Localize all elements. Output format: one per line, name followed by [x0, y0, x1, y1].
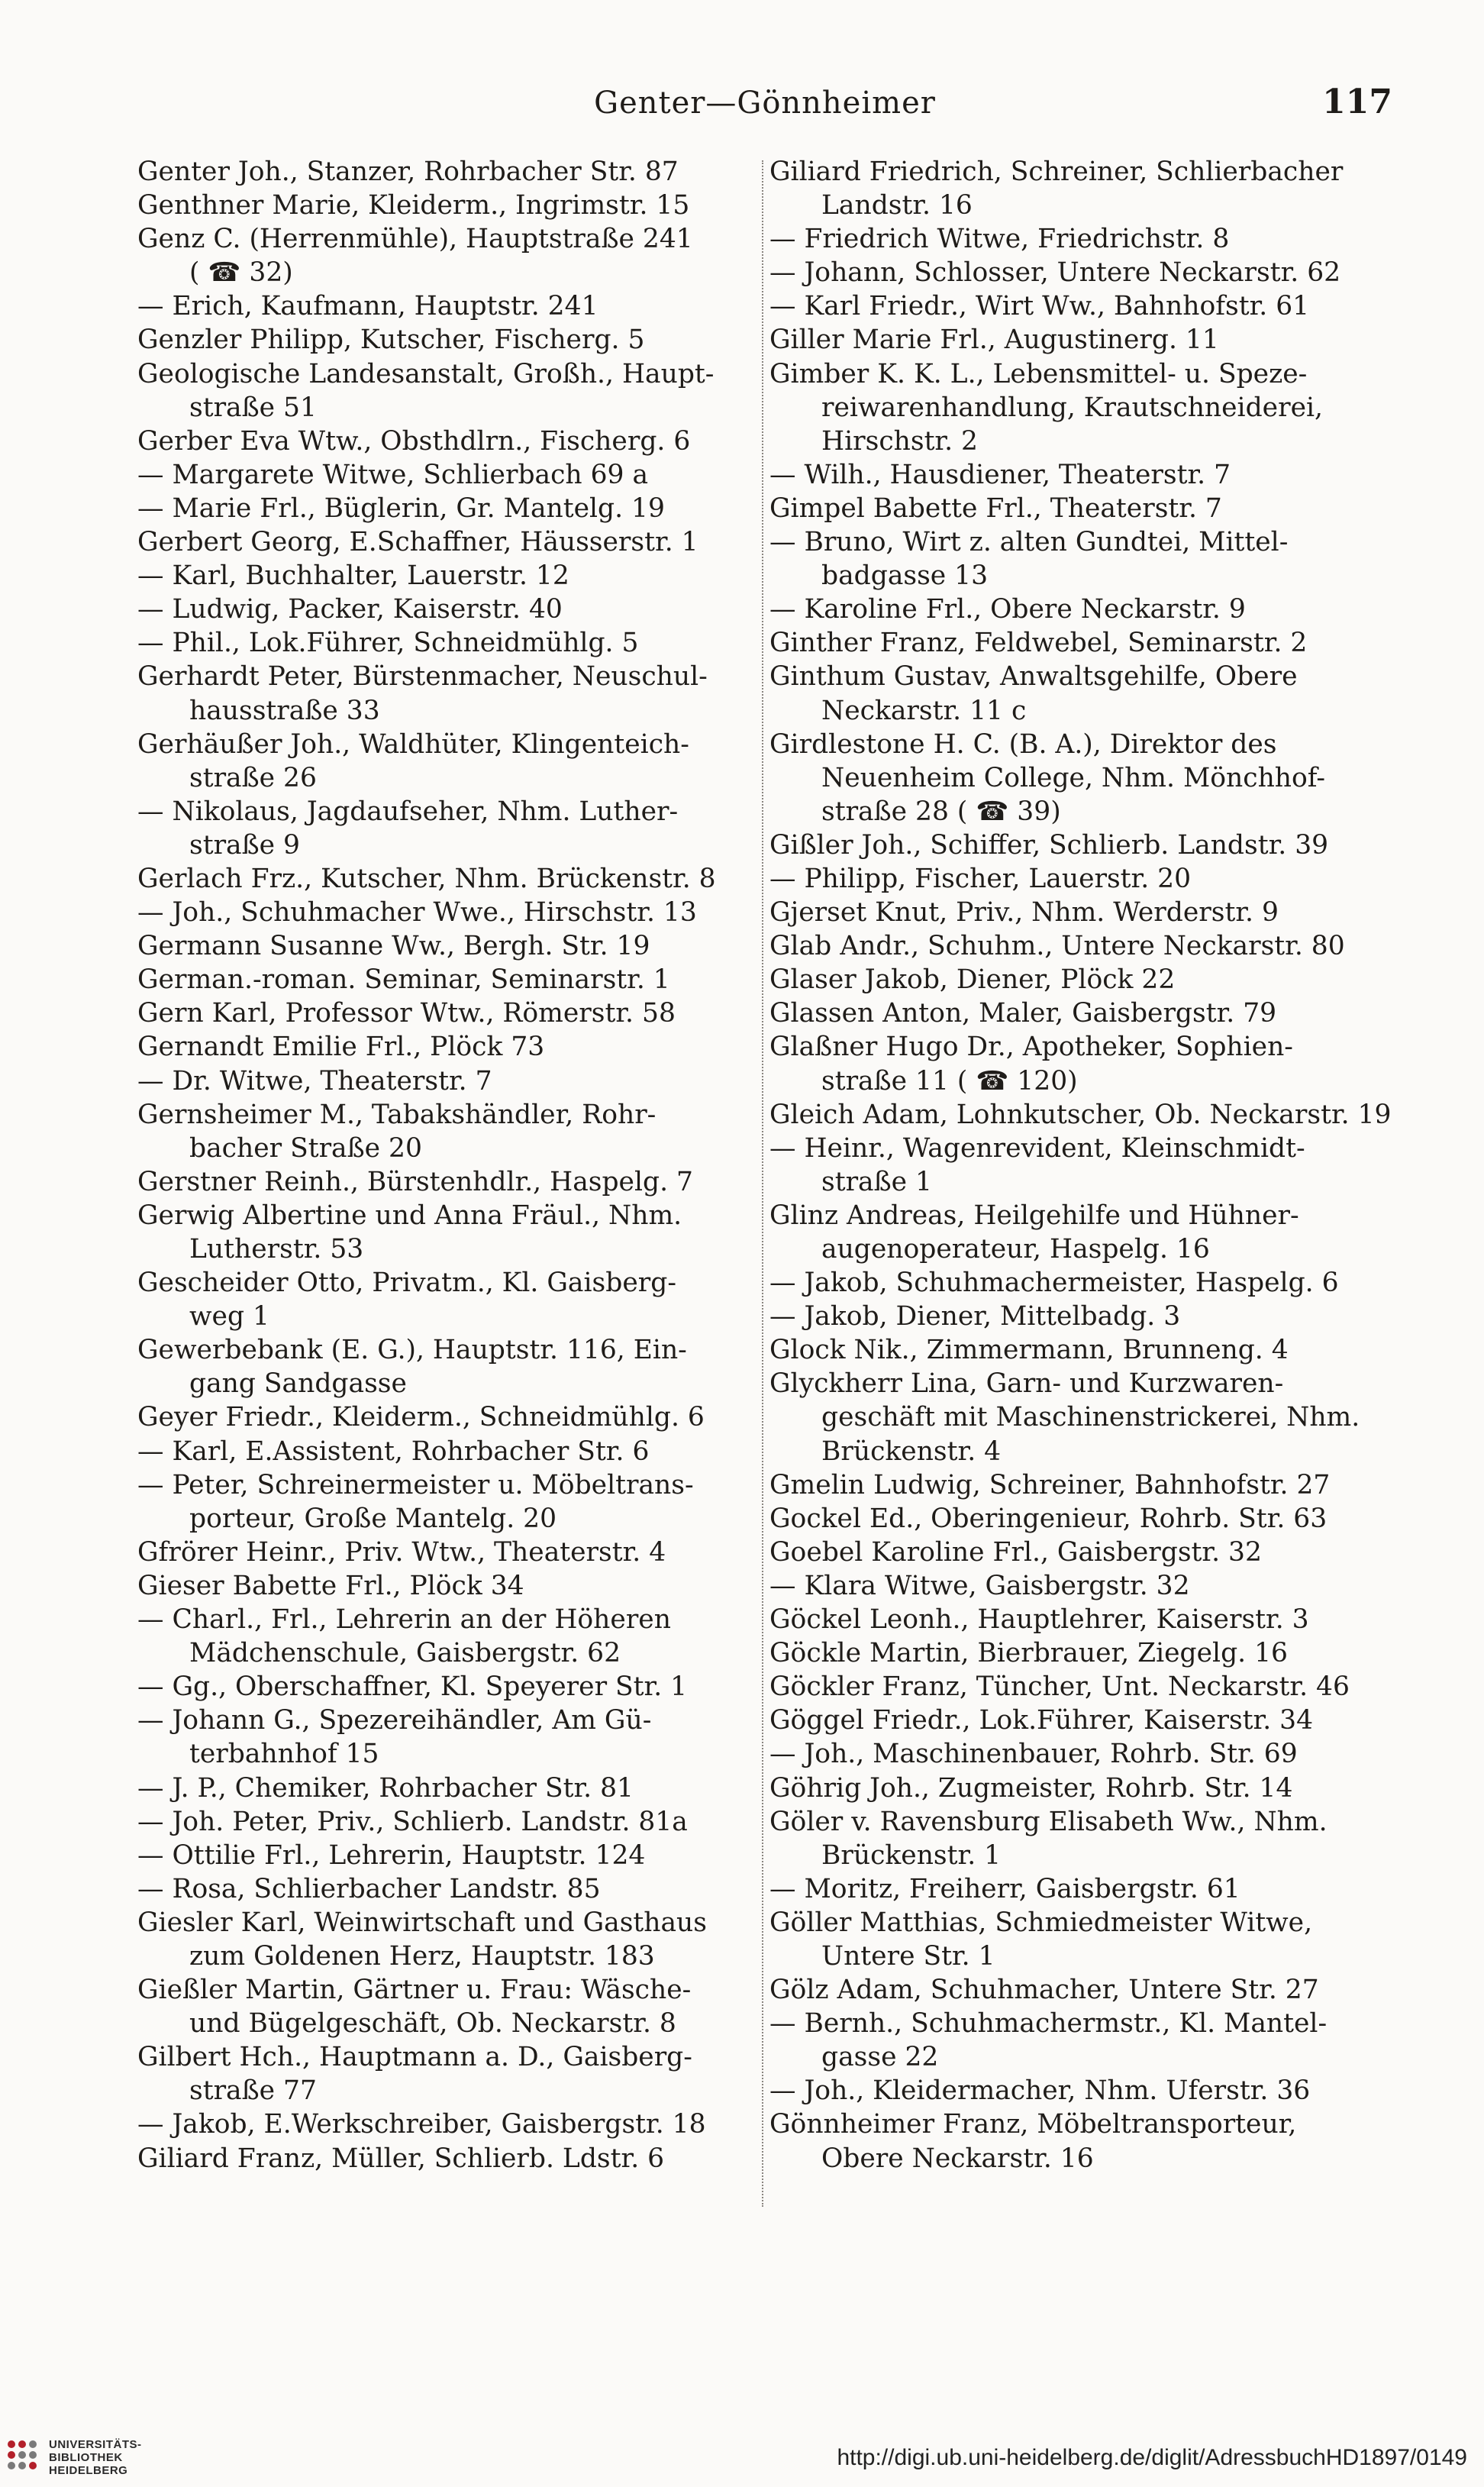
directory-entry-line: Gjerset Knut, Priv., Nhm. Werderstr. 9	[769, 897, 1279, 929]
directory-entry-line: Gleich Adam, Lohnkutscher, Ob. Neckarstr. 19	[769, 1099, 1392, 1130]
entry-continuation-line: Neckarstr. 11 c	[821, 695, 1027, 726]
directory-entry-line: Göhrig Joh., Zugmeister, Rohrb. Str. 14	[769, 1772, 1293, 1804]
directory-entry-line: — Moritz, Freiherr, Gaisbergstr. 61	[769, 1873, 1240, 1904]
entry-continuation-line: straße 1	[821, 1166, 933, 1197]
logo-line: UNIVERSITÄTS-	[49, 2437, 142, 2451]
directory-entry-line: Gmelin Ludwig, Schreiner, Bahnhofstr. 27	[769, 1469, 1331, 1500]
directory-entry-line: Goebel Karoline Frl., Gaisbergstr. 32	[769, 1536, 1262, 1568]
entry-continuation-line: straße 28 ( ☎ 39)	[821, 796, 1061, 827]
directory-entry-line: — Peter, Schreinermeister u. Möbeltrans-	[137, 1469, 694, 1500]
entry-continuation-line: straße 77	[189, 2075, 317, 2107]
directory-entry-line: Giliard Friedrich, Schreiner, Schlierbacher	[769, 157, 1344, 187]
entry-continuation-line: gasse 22	[821, 2042, 939, 2073]
entry-continuation-line: Untere Str. 1	[821, 1940, 995, 1972]
directory-entry-line: — Erich, Kaufmann, Hauptstr. 241	[137, 291, 598, 322]
footer	[0, 2434, 1484, 2487]
entry-continuation-line: porteur, Große Mantelg. 20	[189, 1503, 557, 1534]
directory-entry-line: Gimpel Babette Frl., Theaterstr. 7	[769, 493, 1222, 524]
directory-entry-line: — Jakob, E.Werkschreiber, Gaisbergstr. 18	[137, 2109, 706, 2140]
directory-entry-line: Giliard Franz, Müller, Schlierb. Ldstr. 6	[137, 2143, 665, 2174]
directory-entry-line: Gißler Joh., Schiffer, Schlierb. Landstr. 39	[769, 829, 1329, 861]
directory-entry-line: — Ottilie Frl., Lehrerin, Hauptstr. 124	[137, 1839, 646, 1871]
directory-entry-line: Gieser Babette Frl., Plöck 34	[137, 1570, 524, 1601]
entry-continuation-line: Obere Neckarstr. 16	[821, 2143, 1094, 2174]
entry-continuation-line: zum Goldenen Herz, Hauptstr. 183	[189, 1940, 655, 1972]
directory-entry-line: — Phil., Lok.Führer, Schneidmühlg. 5	[137, 628, 639, 659]
entry-continuation-line: augenoperateur, Haspelg. 16	[821, 1234, 1210, 1264]
directory-entry-line: Gerbert Georg, E.Schaffner, Häusserstr. 1	[137, 527, 698, 558]
logo-line: HEIDELBERG	[49, 2463, 128, 2477]
directory-entry-line: — Marie Frl., Büglerin, Gr. Mantelg. 19	[137, 493, 665, 524]
directory-entry-line: — Johann, Schlosser, Untere Neckarstr. 62	[769, 257, 1341, 289]
right-column	[769, 155, 1392, 2175]
directory-entry-line: Glassen Anton, Maler, Gaisbergstr. 79	[769, 998, 1277, 1029]
directory-entry-line: Gönnheimer Franz, Möbeltransporteur,	[769, 2109, 1297, 2140]
directory-entry-line: — Jakob, Schuhmachermeister, Haspelg. 6	[769, 1268, 1339, 1299]
directory-entry-line: Gerlach Frz., Kutscher, Nhm. Brückenstr. 8	[137, 863, 716, 894]
directory-entry-line: Gockel Ed., Oberingenieur, Rohrb. Str. 63	[769, 1503, 1328, 1534]
directory-entry-line: — Bernh., Schuhmachermstr., Kl. Mantel-	[769, 2008, 1328, 2040]
directory-entry-line: Gernsheimer M., Tabakshändler, Rohr-	[137, 1099, 657, 1130]
directory-entry-line: Gilbert Hch., Hauptmann a. D., Gaisberg-	[137, 2042, 692, 2073]
directory-entry-line: — Klara Witwe, Gaisbergstr. 32	[769, 1570, 1190, 1601]
entry-continuation-line: straße 9	[189, 829, 301, 861]
library-logo-text	[49, 2438, 142, 2477]
entry-continuation-line: straße 11 ( ☎ 120)	[821, 1065, 1078, 1097]
directory-entry-line: — Ludwig, Packer, Kaiserstr. 40	[137, 594, 563, 625]
directory-entry-line: Göckle Martin, Bierbrauer, Ziegelg. 16	[769, 1638, 1288, 1669]
directory-entry-line: Glock Nik., Zimmermann, Brunneng. 4	[769, 1335, 1289, 1366]
directory-entry-line: Gerber Eva Wtw., Obsthdlrn., Fischerg. 6	[137, 425, 691, 457]
directory-entry-line: Gfrörer Heinr., Priv. Wtw., Theaterstr. 4	[137, 1536, 666, 1568]
directory-entry-line: — Karl, Buchhalter, Lauerstr. 12	[137, 560, 569, 592]
directory-entry-line: Göler v. Ravensburg Elisabeth Ww., Nhm.	[769, 1806, 1328, 1837]
directory-entry-line: Gerhardt Peter, Bürstenmacher, Neuschul-	[137, 661, 708, 693]
directory-entry-line: — Nikolaus, Jagdaufseher, Nhm. Luther-	[137, 796, 679, 827]
page-number: 117	[1322, 82, 1392, 121]
directory-entry-line: — Heinr., Wagenrevident, Kleinschmidt-	[769, 1132, 1305, 1164]
entry-continuation-line: straße 51	[189, 392, 317, 423]
entry-continuation-line: weg 1	[189, 1301, 269, 1332]
directory-entry-line: — Friedrich Witwe, Friedrichstr. 8	[769, 224, 1230, 255]
directory-entry-line: — Charl., Frl., Lehrerin an der Höheren	[137, 1604, 671, 1636]
directory-entry-line: Gerstner Reinh., Bürstenhdlr., Haspelg. 7	[137, 1166, 693, 1197]
directory-entry-line: Gießler Martin, Gärtner u. Frau: Wäsche-	[137, 1975, 692, 2006]
entry-continuation-line: ( ☎ 32)	[189, 257, 293, 289]
directory-entry-line: — Philipp, Fischer, Lauerstr. 20	[769, 863, 1192, 894]
entry-continuation-line: Landstr. 16	[821, 190, 973, 221]
directory-entry-line: Glaßner Hugo Dr., Apotheker, Sophien-	[769, 1032, 1293, 1063]
entry-continuation-line: hausstraße 33	[189, 695, 380, 726]
directory-entry-line: — Joh., Maschinenbauer, Rohrb. Str. 69	[769, 1739, 1298, 1770]
entry-continuation-line: Hirschstr. 2	[821, 425, 979, 457]
page-header	[137, 82, 1392, 128]
directory-entry-line: — Joh., Schuhmacher Wwe., Hirschstr. 13	[137, 897, 697, 929]
directory-entry-line: Gerwig Albertine und Anna Fräul., Nhm.	[137, 1200, 682, 1231]
directory-entry-line: Genzler Philipp, Kutscher, Fischerg. 5	[137, 325, 645, 356]
directory-entry-line: Gölz Adam, Schuhmacher, Untere Str. 27	[769, 1975, 1319, 2006]
entry-continuation-line: Lutherstr. 53	[189, 1234, 364, 1264]
directory-entry-line: German.-roman. Seminar, Seminarstr. 1	[137, 964, 670, 996]
directory-entry-line: — J. P., Chemiker, Rohrbacher Str. 81	[137, 1772, 634, 1804]
directory-entry-line: Girdlestone H. C. (B. A.), Direktor des	[769, 728, 1277, 760]
entry-continuation-line: Mädchenschule, Gaisbergstr. 62	[189, 1638, 621, 1669]
entry-continuation-line: gang Sandgasse	[189, 1368, 407, 1400]
directory-entry-line: Geologische Landesanstalt, Großh., Haupt-	[137, 358, 715, 389]
directory-entry-line: Giesler Karl, Weinwirtschaft und Gasthaus	[137, 1907, 707, 1938]
source-url-link[interactable]: http://digi.ub.uni-heidelberg.de/diglit/AdressbuchHD1897/0149	[837, 2445, 1467, 2470]
directory-entry-line: Glab Andr., Schuhm., Untere Neckarstr. 80	[769, 931, 1345, 962]
library-logo	[8, 2434, 198, 2480]
directory-entry-line: — Karl Friedr., Wirt Ww., Bahnhofstr. 61	[769, 291, 1310, 322]
directory-entry-line: — Karl, E.Assistent, Rohrbacher Str. 6	[137, 1436, 650, 1467]
directory-entry-line: Giller Marie Frl., Augustinerg. 11	[769, 325, 1219, 356]
entry-continuation-line: straße 26	[189, 762, 317, 793]
directory-entry-line: — Joh., Kleidermacher, Nhm. Uferstr. 36	[769, 2075, 1311, 2107]
directory-entry-line: Germann Susanne Ww., Bergh. Str. 19	[137, 931, 650, 962]
entry-continuation-line: reiwarenhandlung, Krautschneiderei,	[821, 392, 1323, 423]
running-title: Genter—Gönnheimer	[594, 86, 936, 121]
column-divider	[762, 160, 763, 2207]
entry-continuation-line: badgasse 13	[821, 560, 989, 592]
directory-entry-line: Gernandt Emilie Frl., Plöck 73	[137, 1032, 545, 1063]
entry-continuation-line: geschäft mit Maschinenstrickerei, Nhm.	[821, 1402, 1360, 1433]
directory-entry-line: Göckel Leonh., Hauptlehrer, Kaiserstr. 3	[769, 1604, 1309, 1636]
directory-entry-line: Genter Joh., Stanzer, Rohrbacher Str. 87	[137, 157, 679, 187]
directory-entry-line: — Dr. Witwe, Theaterstr. 7	[137, 1065, 492, 1097]
directory-entry-line: Gern Karl, Professor Wtw., Römerstr. 58	[137, 998, 676, 1029]
directory-entry-line: Glaser Jakob, Diener, Plöck 22	[769, 964, 1176, 996]
directory-entry-line: Genz C. (Herrenmühle), Hauptstraße 241	[137, 224, 693, 255]
directory-entry-line: Ginther Franz, Feldwebel, Seminarstr. 2	[769, 628, 1308, 659]
directory-entry-line: — Johann G., Spezereihändler, Am Gü-	[137, 1705, 652, 1736]
directory-entry-line: Göller Matthias, Schmiedmeister Witwe,	[769, 1907, 1313, 1938]
directory-entry-line: — Joh. Peter, Priv., Schlierb. Landstr. 81a	[137, 1806, 688, 1837]
directory-entry-line: — Margarete Witwe, Schlierbach 69 a	[137, 459, 649, 490]
directory-entry-line: — Rosa, Schlierbacher Landstr. 85	[137, 1873, 601, 1904]
directory-entry-line: Gerhäußer Joh., Waldhüter, Klingenteich-	[137, 728, 689, 760]
library-logo-icon	[8, 2440, 41, 2474]
entry-continuation-line: und Bügelgeschäft, Ob. Neckarstr. 8	[189, 2008, 676, 2040]
entry-continuation-line: Neuenheim College, Nhm. Mönchhof-	[821, 762, 1325, 793]
directory-entry-line: — Gg., Oberschaffner, Kl. Speyerer Str. 1	[137, 1671, 688, 1703]
logo-line: BIBLIOTHEK	[49, 2450, 123, 2464]
directory-entry-line: Genthner Marie, Kleiderm., Ingrimstr. 15	[137, 190, 690, 221]
directory-entry-line: Göggel Friedr., Lok.Führer, Kaiserstr. 34	[769, 1705, 1314, 1736]
directory-entry-line: Göckler Franz, Tüncher, Unt. Neckarstr. 46	[769, 1671, 1350, 1703]
directory-entry-line: Gescheider Otto, Privatm., Kl. Gaisberg-	[137, 1268, 676, 1299]
entry-continuation-line: Brückenstr. 4	[821, 1436, 1002, 1467]
entry-continuation-line: terbahnhof 15	[189, 1739, 379, 1770]
entry-continuation-line: Brückenstr. 1	[821, 1839, 1002, 1871]
directory-entry-line: Gewerbebank (E. G.), Hauptstr. 116, Ein-	[137, 1335, 687, 1366]
left-column	[137, 155, 748, 2175]
entry-continuation-line: bacher Straße 20	[189, 1132, 422, 1164]
directory-entry-line: Glyckherr Lina, Garn- und Kurzwaren-	[769, 1368, 1284, 1400]
directory-entry-line: Geyer Friedr., Kleiderm., Schneidmühlg. 6	[137, 1402, 705, 1433]
directory-entry-line: — Wilh., Hausdiener, Theaterstr. 7	[769, 459, 1231, 490]
directory-entry-line: — Bruno, Wirt z. alten Gundtei, Mittel-	[769, 527, 1289, 558]
directory-entry-line: — Karoline Frl., Obere Neckarstr. 9	[769, 594, 1246, 625]
directory-entry-line: Ginthum Gustav, Anwaltsgehilfe, Obere	[769, 661, 1298, 693]
directory-entry-line: — Jakob, Diener, Mittelbadg. 3	[769, 1301, 1181, 1332]
directory-entry-line: Glinz Andreas, Heilgehilfe und Hühner-	[769, 1200, 1299, 1231]
directory-entry-line: Gimber K. K. L., Lebensmittel- u. Speze-	[769, 358, 1308, 389]
